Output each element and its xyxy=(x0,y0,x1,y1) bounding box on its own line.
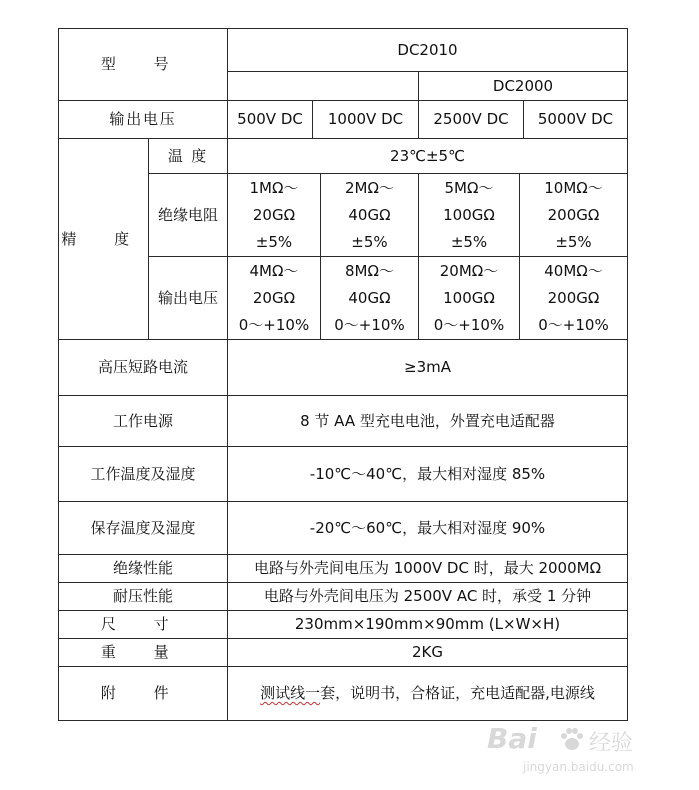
output-voltage-2500: 2500V DC xyxy=(433,110,509,128)
accessories-value-rest: 套，说明书，合格证，充电适配器,电源线 xyxy=(320,684,595,702)
table-border-bottom xyxy=(58,720,628,721)
weight-label: 重 量 xyxy=(100,643,186,661)
accessories-label: 附 件 xyxy=(100,684,186,702)
size-value: 230mm×190mm×90mm (L×W×H) xyxy=(294,615,561,633)
temperature-label: 温 度 xyxy=(167,146,209,165)
insulation-perf-label: 绝缘性能 xyxy=(112,559,173,577)
output-voltage-accuracy-500: 4MΩ～ 20GΩ 0～+10% xyxy=(238,261,310,334)
insulation-resistance-5000: 10MΩ～ 200GΩ ±5% xyxy=(544,178,603,251)
storage-temp-label: 保存温度及湿度 xyxy=(90,518,196,537)
watermark-brand-cn: 经验 xyxy=(589,731,634,756)
weight-value: 2KG xyxy=(411,643,443,661)
work-temp-value: -10℃～40℃，最大相对湿度 85% xyxy=(309,464,546,483)
insulation-resistance-500: 1MΩ～ 20GΩ ±5% xyxy=(249,178,299,251)
output-voltage-1000: 1000V DC xyxy=(327,110,404,128)
size-label: 尺 寸 xyxy=(100,615,186,633)
output-voltage-label: 输出电压 xyxy=(109,110,177,128)
baidu-jingyan-watermark xyxy=(487,722,687,782)
insulation-resistance-2500: 5MΩ～ 100GΩ ±5% xyxy=(443,178,495,251)
output-voltage-accuracy-label: 输出电压 xyxy=(157,288,218,307)
table-border-right xyxy=(627,28,628,721)
storage-temp-value: -20℃～60℃，最大相对湿度 90% xyxy=(309,518,546,537)
short-circuit-label: 高压短路电流 xyxy=(97,358,188,376)
output-voltage-accuracy-5000: 40MΩ～ 200GΩ 0～+10% xyxy=(538,261,609,334)
output-voltage-accuracy-1000: 8MΩ～ 40GΩ 0～+10% xyxy=(334,261,405,334)
watermark-brand: Bai xyxy=(487,722,537,755)
work-temp-label: 工作温度及湿度 xyxy=(90,464,196,483)
short-circuit-value: ≥3mA xyxy=(404,358,451,376)
withstand-value: 电路与外壳间电压为 2500V AC 时，承受 1 分钟 xyxy=(263,587,592,605)
temperature-value: 23℃±5℃ xyxy=(390,146,465,165)
model-dc2010: DC2010 xyxy=(397,40,458,59)
accessories-value xyxy=(228,667,627,720)
output-voltage-5000: 5000V DC xyxy=(537,110,614,128)
output-voltage-accuracy-2500: 20MΩ～ 100GΩ 0～+10% xyxy=(433,261,505,334)
accessories-value-spellcheck: 测试线一 xyxy=(260,684,321,702)
accuracy-label: 精 度 xyxy=(61,229,146,248)
insulation-resistance-label: 绝缘电阻 xyxy=(157,205,218,224)
model-label: 型 号 xyxy=(100,55,186,73)
power-value: 8 节 AA 型充电电池，外置充电适配器 xyxy=(300,411,555,430)
paw-icon xyxy=(557,724,587,754)
power-label: 工作电源 xyxy=(112,411,173,430)
withstand-label: 耐压性能 xyxy=(112,587,173,605)
insulation-perf-value: 电路与外壳间电压为 1000V DC 时，最大 2000MΩ xyxy=(253,559,602,577)
model-dc2000: DC2000 xyxy=(492,76,554,95)
watermark-url: jingyan.baidu.com xyxy=(523,760,634,774)
insulation-resistance-1000: 2MΩ～ 40GΩ ±5% xyxy=(345,178,394,251)
output-voltage-500: 500V DC xyxy=(237,110,303,128)
